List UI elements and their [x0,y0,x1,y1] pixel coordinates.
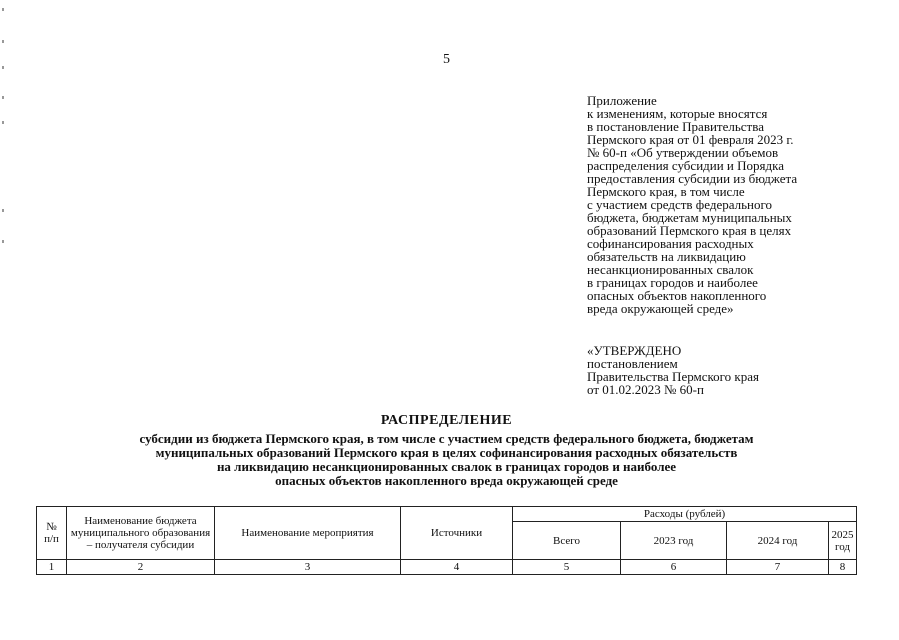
header-2023: 2023 год [621,522,727,560]
distribution-table [36,506,857,575]
scan-artifact [2,66,4,69]
header-2025: 2025 год [829,522,857,560]
scan-artifact [2,8,4,11]
table-cell: 3 [215,560,401,575]
header-activity: Наименование мероприятия [215,507,401,560]
approval-stamp-block: «УТВЕРЖДЕНО постановлением Правительства Пермского края от 01.02.2023 № 60-п [587,343,759,397]
header-expenses: Расходы (рублей) [513,507,857,522]
header-total: Всего [513,522,621,560]
table-cell: 5 [513,560,621,575]
table-cell: 6 [621,560,727,575]
document-title: РАСПРЕДЕЛЕНИЕ [380,413,513,428]
scan-artifact [2,96,4,99]
header-municipality: Наименование бюджета муниципального образования – получателя субсидии [67,507,215,560]
scan-artifact [2,40,4,43]
table-cell: 8 [829,560,857,575]
table-cell: 2 [67,560,215,575]
scan-artifact [2,209,4,212]
table-cell: 1 [37,560,67,575]
appendix-block: Приложение к изменениям, которые вносятся в постановление Правительства Пермского края от 01 февраля 2023 г. № 60-п «Об утверждении объемов распределения субсидии и Порядка предоставления субсидии из бюджета Пермского края, в том числе с участием средств федерального бюджета, бюджетам муниципальных образований Пермского края в целях софинансирования расходных обязательств на ликвидацию несанкционированных свалок в границах городов и наиболее опасных объектов накопленного вреда окружающей среде» [587,93,798,316]
table-cell: 4 [401,560,513,575]
document-subtitle: субсидии из бюджета Пермского края, в том числе с участием средств федерального бюджета, бюджетам муниципальных образований Пермского края в целях софинансирования расходных обязательств на ликвидацию несанкционированных свалок в границах городов и наиболее опасных объектов накопленного вреда окружающей среде [139,431,754,488]
header-sources: Источники [401,507,513,560]
table-number-row [37,560,857,575]
header-2024: 2024 год [727,522,829,560]
scan-artifact [2,121,4,124]
page-number: 5 [443,52,450,67]
table-header-row-1 [37,507,857,522]
header-no: № п/п [37,507,67,560]
table-cell: 7 [727,560,829,575]
scan-artifact [2,240,4,243]
